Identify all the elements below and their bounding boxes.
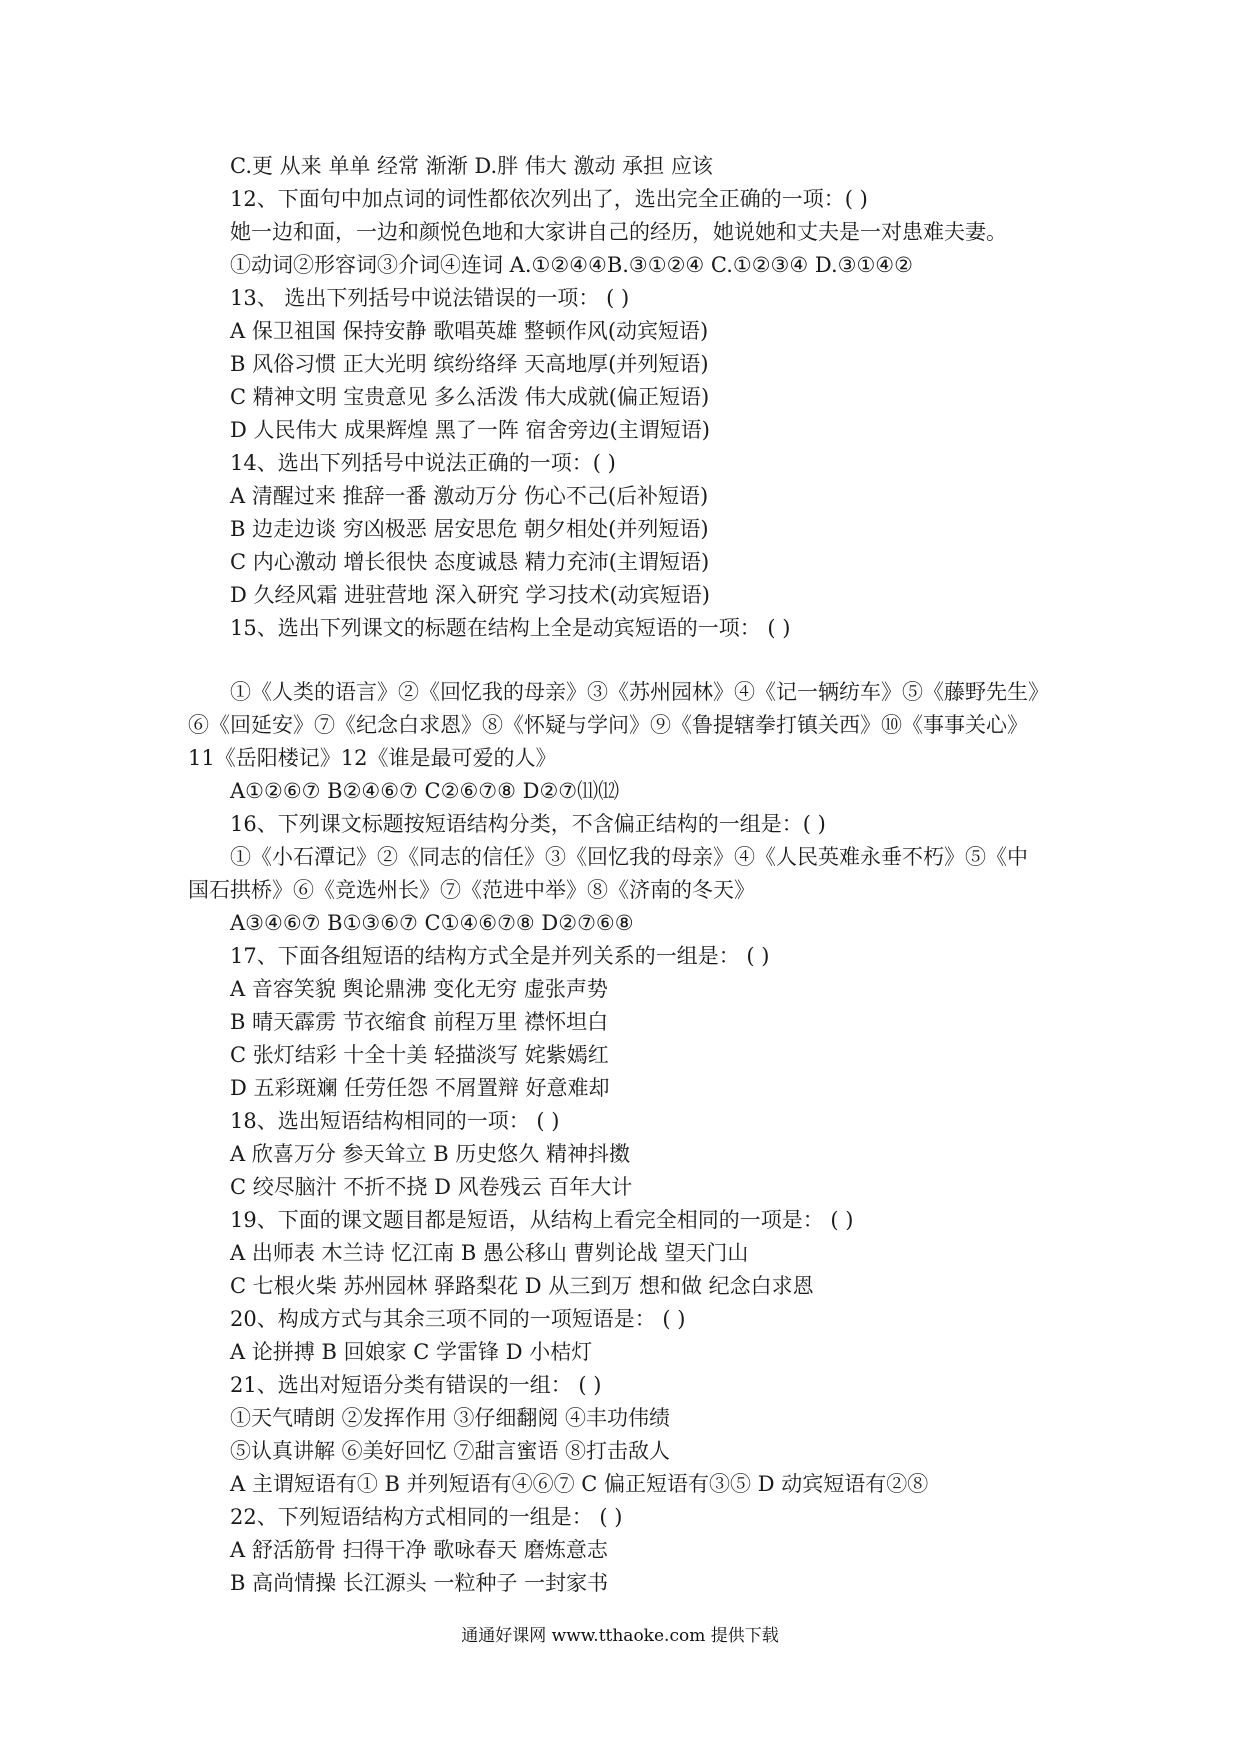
q18-question: 18、选出短语结构相同的一项： ( )	[230, 1109, 560, 1133]
q15-titles-2: ⑥《回延安》⑦《纪念白求恩》⑧《怀疑与学问》⑨《鲁提辖拳打镇关西》⑩《事事关心》	[188, 713, 1028, 737]
q14-option-a: A 清醒过来 推辞一番 激动万分 伤心不己(后补短语)	[230, 484, 709, 508]
q13-option-c: C 精神文明 宝贵意见 多么活泼 伟大成就(偏正短语)	[230, 385, 710, 409]
q21-question: 21、选出对短语分类有错误的一组： ( )	[230, 1373, 602, 1397]
q20-question: 20、构成方式与其余三项不同的一项短语是： ( )	[230, 1307, 686, 1331]
q12-question: 12、下面句中加点词的词性都依次列出了，选出完全正确的一项：( )	[230, 187, 868, 211]
q17-option-b: B 晴天霹雳 节衣缩食 前程万里 襟怀坦白	[230, 1010, 609, 1034]
q21-options: A 主谓短语有① B 并列短语有④⑥⑦ C 偏正短语有③⑤ D 动宾短语有②⑧	[230, 1472, 929, 1496]
q15-titles-1: ①《人类的语言》②《回忆我的母亲》③《苏州园林》④《记一辆纺车》⑤《藤野先生》	[230, 680, 1049, 704]
q11-option-c-d: C.更 从来 单单 经常 渐渐 D.胖 伟大 激动 承担 应该	[230, 154, 713, 178]
q17-option-c: C 张灯结彩 十全十美 轻描淡写 姹紫嫣红	[230, 1043, 609, 1067]
q16-question: 16、下列课文标题按短语结构分类，不含偏正结构的一组是：( )	[230, 812, 826, 836]
q18-option-a-b: A 欣喜万分 参天耸立 B 历史悠久 精神抖擞	[230, 1142, 630, 1166]
q21-phrases-2: ⑤认真讲解 ⑥美好回忆 ⑦甜言蜜语 ⑧打击敌人	[230, 1439, 671, 1463]
q17-option-a: A 音容笑貌 舆论鼎沸 变化无穷 虚张声势	[230, 977, 608, 1001]
q14-option-c: C 内心激动 增长很快 态度诚恳 精力充沛(主谓短语)	[230, 550, 710, 574]
q22-option-a: A 舒活筋骨 扫得干净 歌咏春天 磨炼意志	[230, 1538, 608, 1562]
q14-question: 14、选出下列括号中说法正确的一项：( )	[230, 451, 616, 475]
q13-option-d: D 人民伟大 成果辉煌 黑了一阵 宿舍旁边(主谓短语)	[230, 418, 710, 442]
q19-option-a-b: A 出师表 木兰诗 忆江南 B 愚公移山 曹刿论战 望天门山	[230, 1241, 749, 1265]
q20-options: A 论拼搏 B 回娘家 C 学雷锋 D 小桔灯	[230, 1340, 593, 1364]
q17-option-d: D 五彩斑斓 任劳任怨 不屑置辩 好意难却	[230, 1076, 610, 1100]
q17-question: 17、下面各组短语的结构方式全是并列关系的一组是： ( )	[230, 944, 770, 968]
q12-sentence: 她一边和面，一边和颜悦色地和大家讲自己的经历，她说她和丈夫是一对患难夫妻。	[230, 220, 1007, 244]
q15-titles-3: 11《岳阳楼记》12《谁是最可爱的人》	[188, 746, 557, 770]
q16-titles-1: ①《小石潭记》②《同志的信任》③《回忆我的母亲》④《人民英难永垂不朽》⑤《中	[230, 845, 1028, 869]
q21-phrases-1: ①天气晴朗 ②发挥作用 ③仔细翻阅 ④丰功伟绩	[230, 1406, 671, 1430]
q13-option-b: B 风俗习惯 正大光明 缤纷络绎 天高地厚(并列短语)	[230, 352, 709, 376]
q13-option-a: A 保卫祖国 保持安静 歌唱英雄 整顿作风(动宾短语)	[230, 319, 709, 343]
q16-titles-2: 国石拱桥》⑥《竞选州长》⑦《范进中举》⑧《济南的冬天》	[188, 878, 755, 902]
q14-option-b: B 边走边谈 穷凶极恶 居安思危 朝夕相处(并列短语)	[230, 517, 709, 541]
q19-option-c-d: C 七根火柴 苏州园林 驿路梨花 D 从三到万 想和做 纪念白求恩	[230, 1274, 814, 1298]
page-footer: 通通好课网 www.tthaoke.com 提供下载	[461, 1626, 779, 1646]
q16-options: A③④⑥⑦ B①③⑥⑦ C①④⑥⑦⑧ D②⑦⑥⑧	[230, 911, 634, 935]
q18-option-c-d: C 绞尽脑汁 不折不挠 D 风卷残云 百年大计	[230, 1175, 633, 1199]
q14-option-d: D 久经风霜 进驻营地 深入研究 学习技术(动宾短语)	[230, 583, 710, 607]
q15-options: A①②⑥⑦ B②④⑥⑦ C②⑥⑦⑧ D②⑦⑾⑿	[230, 779, 620, 803]
q12-options: ①动词②形容词③介词④连词 A.①②④④B.③①②④ C.①②③④ D.③①④②	[230, 253, 913, 277]
q22-option-b: B 高尚情操 长江源头 一粒种子 一封家书	[230, 1571, 609, 1595]
q22-question: 22、下列短语结构方式相同的一组是： ( )	[230, 1505, 623, 1529]
q15-question: 15、选出下列课文的标题在结构上全是动宾短语的一项： ( )	[230, 616, 791, 640]
q19-question: 19、下面的课文题目都是短语，从结构上看完全相同的一项是： ( )	[230, 1208, 854, 1232]
q13-question: 13、 选出下列括号中说法错误的一项： ( )	[230, 286, 630, 310]
